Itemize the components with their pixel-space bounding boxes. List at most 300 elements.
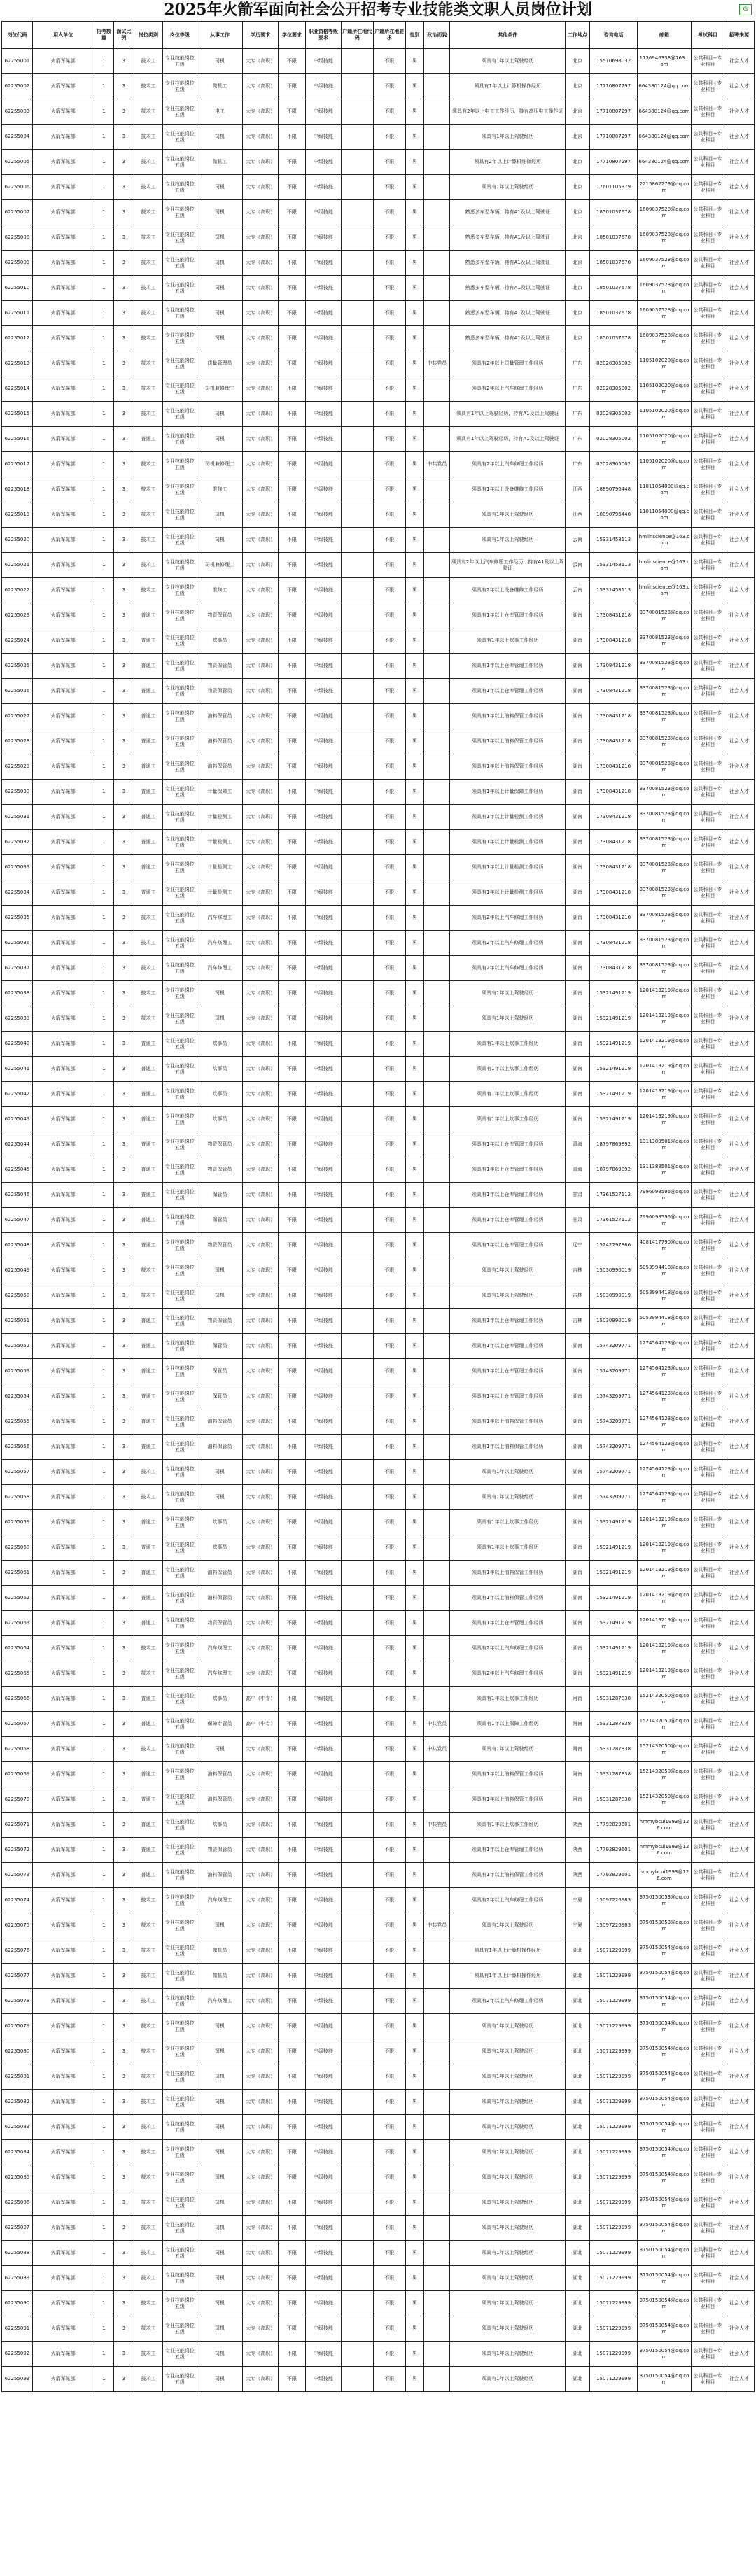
table-cell: 62255080 xyxy=(2,2039,33,2064)
table-cell xyxy=(424,251,450,276)
table-cell: 不限 xyxy=(373,2014,405,2039)
table-cell: 普通工 xyxy=(134,603,163,628)
table-cell: 不限 xyxy=(373,2367,405,2392)
table-cell: 须具有1年以上驾驶经历 xyxy=(450,1913,566,1938)
table-cell: 男 xyxy=(405,1233,424,1258)
table-cell: 公共科目+专业科目 xyxy=(691,2140,724,2165)
table-cell: 男 xyxy=(405,1334,424,1359)
table-cell: 北京 xyxy=(566,200,590,225)
table-cell xyxy=(341,830,373,855)
table-cell: 专业技能岗位五级 xyxy=(163,1586,197,1611)
table-cell: 大专（高职） xyxy=(243,1283,278,1309)
table-cell: 须具有1年以上炊事工作经历 xyxy=(450,1813,566,1838)
table-cell: 专业技能岗位五级 xyxy=(163,578,197,603)
table-cell: 3 xyxy=(114,931,134,956)
table-cell xyxy=(424,326,450,351)
table-cell: 1 xyxy=(94,477,114,502)
table-cell: 火箭军某部 xyxy=(32,326,94,351)
table-cell: 中级技能 xyxy=(306,427,341,452)
table-cell: 社会人才 xyxy=(724,1283,755,1309)
table-cell: 公共科目+专业科目 xyxy=(691,2190,724,2216)
table-cell: 公共科目+专业科目 xyxy=(691,1057,724,1082)
table-cell: 普通工 xyxy=(134,1510,163,1535)
table-cell: 须具有1年以上油料保管工作经历 xyxy=(450,704,566,729)
table-cell: 15097226983 xyxy=(590,1888,638,1913)
table-cell: 炊事员 xyxy=(197,1107,243,1132)
table-cell: 不限 xyxy=(278,99,305,125)
table-cell xyxy=(341,402,373,427)
table-cell: 火箭军某部 xyxy=(32,805,94,830)
table-cell: 不限 xyxy=(373,780,405,805)
table-cell: 不限 xyxy=(373,2190,405,2216)
table-cell: 司机 xyxy=(197,2241,243,2266)
table-cell xyxy=(424,1989,450,2014)
table-cell: 男 xyxy=(405,1208,424,1233)
table-cell: 北京 xyxy=(566,276,590,301)
table-cell: 男 xyxy=(405,2316,424,2342)
table-cell: 公共科目+专业科目 xyxy=(691,150,724,175)
table-cell: 社会人才 xyxy=(724,1561,755,1586)
table-cell: 须具有1年以上计量检测工作经历 xyxy=(450,830,566,855)
table-cell: 须具有1年以上驾驶经历 xyxy=(450,1283,566,1309)
table-cell: 15071229999 xyxy=(590,2014,638,2039)
table-cell xyxy=(424,1485,450,1510)
table-cell: 专业技能岗位五级 xyxy=(163,1661,197,1687)
table-cell: 甘肃 xyxy=(566,1208,590,1233)
table-cell: 司机兼修理工 xyxy=(197,376,243,402)
table-cell: 司机 xyxy=(197,2014,243,2039)
table-cell: 3 xyxy=(114,1737,134,1762)
table-cell: 大专（高职） xyxy=(243,1435,278,1460)
table-cell: 7996098596@qq.com xyxy=(638,1183,692,1208)
table-cell: 湖南 xyxy=(566,1409,590,1435)
table-row xyxy=(2,1082,755,1107)
table-cell: 5053994418@qq.com xyxy=(638,1283,692,1309)
table-cell: 须具有1年以上驾驶经历 xyxy=(450,981,566,1006)
table-cell: 中级技能 xyxy=(306,880,341,906)
table-cell: 大专（高职） xyxy=(243,477,278,502)
table-cell: 中级技能 xyxy=(306,2115,341,2140)
table-cell: 1 xyxy=(94,805,114,830)
table-cell: 3 xyxy=(114,2165,134,2190)
table-cell: 专业技能岗位五级 xyxy=(163,477,197,502)
table-cell xyxy=(424,729,450,754)
table-cell: 18890796448 xyxy=(590,502,638,528)
table-cell: 专业技能岗位五级 xyxy=(163,1057,197,1082)
table-cell: 公共科目+专业科目 xyxy=(691,2115,724,2140)
table-cell: 技术工 xyxy=(134,2014,163,2039)
table-cell: 普通工 xyxy=(134,729,163,754)
table-cell xyxy=(341,1813,373,1838)
table-cell: 中级技能 xyxy=(306,1938,341,1964)
column-header: 学历要求 xyxy=(243,22,278,49)
table-cell xyxy=(341,553,373,578)
table-cell xyxy=(424,1611,450,1636)
table-cell: 技术工 xyxy=(134,251,163,276)
table-cell: 物资保管员 xyxy=(197,603,243,628)
table-cell: 3370081523@qq.com xyxy=(638,830,692,855)
table-cell: 须具有1年以上驾驶经历 xyxy=(450,2014,566,2039)
table-cell: 中级技能 xyxy=(306,477,341,502)
table-cell: 湖南 xyxy=(566,603,590,628)
table-cell: 3 xyxy=(114,1964,134,1989)
table-cell: 火箭军某部 xyxy=(32,1863,94,1888)
table-cell: 社会人才 xyxy=(724,1157,755,1183)
table-cell: 2215862279@qq.com xyxy=(638,175,692,200)
table-cell xyxy=(341,1157,373,1183)
table-cell: 火箭军某部 xyxy=(32,1132,94,1157)
table-cell: 3370081523@qq.com xyxy=(638,729,692,754)
table-cell: 15510698032 xyxy=(590,49,638,74)
table-cell: 男 xyxy=(405,855,424,880)
table-cell: 公共科目+专业科目 xyxy=(691,1661,724,1687)
table-cell: 须具有1年以上仓库管理工作经历 xyxy=(450,1611,566,1636)
table-cell: 须具有1年以上驾驶经历 xyxy=(450,2140,566,2165)
table-cell: 中级技能 xyxy=(306,301,341,326)
table-cell: 专业技能岗位五级 xyxy=(163,1157,197,1183)
table-cell: 汽车修理工 xyxy=(197,1636,243,1661)
table-cell: 普通工 xyxy=(134,1687,163,1712)
table-cell: 不限 xyxy=(278,74,305,99)
table-cell xyxy=(341,528,373,553)
table-row xyxy=(2,528,755,553)
table-cell: 男 xyxy=(405,1989,424,2014)
table-cell xyxy=(341,2140,373,2165)
table-cell: 火箭军某部 xyxy=(32,1082,94,1107)
table-cell: 湖北 xyxy=(566,2064,590,2090)
table-cell: 不限 xyxy=(373,1107,405,1132)
table-cell: 3750150054@qq.com xyxy=(638,2367,692,2392)
table-cell: 1 xyxy=(94,1863,114,1888)
table-cell: 男 xyxy=(405,477,424,502)
table-cell xyxy=(424,981,450,1006)
table-cell: 公共科目+专业科目 xyxy=(691,1485,724,1510)
table-cell xyxy=(424,1535,450,1561)
table-cell: 不限 xyxy=(278,1233,305,1258)
table-cell: 技术工 xyxy=(134,2140,163,2165)
table-cell: 河南 xyxy=(566,1737,590,1762)
table-cell: 不限 xyxy=(278,1535,305,1561)
table-cell: 火箭军某部 xyxy=(32,1813,94,1838)
table-cell: 专业技能岗位五级 xyxy=(163,326,197,351)
table-cell xyxy=(424,1233,450,1258)
table-cell: hmmybcui1993@126.com xyxy=(638,1863,692,1888)
table-cell: 专业技能岗位五级 xyxy=(163,1460,197,1485)
table-cell: 不限 xyxy=(373,2064,405,2090)
table-cell: 62255037 xyxy=(2,956,33,981)
column-header: 政治面貌 xyxy=(424,22,450,49)
table-cell: 1 xyxy=(94,74,114,99)
table-cell: 15331458113 xyxy=(590,578,638,603)
table-cell: 社会人才 xyxy=(724,855,755,880)
table-cell: 男 xyxy=(405,2115,424,2140)
table-cell xyxy=(341,99,373,125)
table-cell: 3 xyxy=(114,351,134,376)
table-cell: 火箭军某部 xyxy=(32,1107,94,1132)
table-cell: 须具有1年以上计量检测工作经历 xyxy=(450,855,566,880)
table-cell: 3 xyxy=(114,578,134,603)
table-cell: 男 xyxy=(405,74,424,99)
table-cell: 1 xyxy=(94,1082,114,1107)
table-cell: 11011054000@qq.com xyxy=(638,477,692,502)
table-cell: 大专（高职） xyxy=(243,1813,278,1838)
table-cell: 62255043 xyxy=(2,1107,33,1132)
table-cell: 司机 xyxy=(197,2039,243,2064)
table-cell: 15071229999 xyxy=(590,2266,638,2291)
table-cell: 不限 xyxy=(278,376,305,402)
table-cell: 须具有2年以上设备维修工作经历 xyxy=(450,578,566,603)
table-cell: 专业技能岗位五级 xyxy=(163,1359,197,1384)
table-cell: 须具有1年以上计算机操作经历 xyxy=(450,1938,566,1964)
table-cell: 1 xyxy=(94,251,114,276)
table-cell: 吉林 xyxy=(566,1258,590,1283)
table-cell: 司机 xyxy=(197,175,243,200)
table-cell: 17308431218 xyxy=(590,679,638,704)
table-cell: 男 xyxy=(405,1611,424,1636)
table-cell: 中级技能 xyxy=(306,1813,341,1838)
table-cell: 3 xyxy=(114,1132,134,1157)
table-cell: 北京 xyxy=(566,125,590,150)
table-cell: 不限 xyxy=(278,1561,305,1586)
table-cell: 须具有1年以上仓库管理工作经历 xyxy=(450,1384,566,1409)
table-cell: 中级技能 xyxy=(306,1989,341,2014)
table-cell: 1105102020@qq.com xyxy=(638,427,692,452)
table-cell: 1609037528@qq.com xyxy=(638,225,692,251)
table-cell xyxy=(424,150,450,175)
table-cell: 技术工 xyxy=(134,1485,163,1510)
table-cell: 不限 xyxy=(278,1032,305,1057)
table-cell: 男 xyxy=(405,553,424,578)
table-cell: 1 xyxy=(94,628,114,654)
table-cell: 专业技能岗位五级 xyxy=(163,427,197,452)
table-cell: 不限 xyxy=(278,2064,305,2090)
table-cell: 须具有1年以上驾驶经历 xyxy=(450,1460,566,1485)
table-cell: 熟悉多车型车辆，持有A1及以上驾驶证 xyxy=(450,276,566,301)
table-cell: 中级技能 xyxy=(306,1762,341,1787)
table-cell: 3750150054@qq.com xyxy=(638,1938,692,1964)
table-cell: 社会人才 xyxy=(724,1485,755,1510)
table-cell: 专业技能岗位五级 xyxy=(163,2241,197,2266)
table-cell: 62255015 xyxy=(2,402,33,427)
table-cell: 社会人才 xyxy=(724,1057,755,1082)
table-cell: 不限 xyxy=(373,99,405,125)
table-cell: 男 xyxy=(405,125,424,150)
table-cell xyxy=(424,2165,450,2190)
table-cell: 专业技能岗位五级 xyxy=(163,981,197,1006)
table-cell: 炊事员 xyxy=(197,1032,243,1057)
table-cell: 3370081523@qq.com xyxy=(638,628,692,654)
table-cell: 3 xyxy=(114,1208,134,1233)
table-cell: 不限 xyxy=(373,2266,405,2291)
table-cell: 1274564123@qq.com xyxy=(638,1384,692,1409)
table-cell: 17792829601 xyxy=(590,1838,638,1863)
table-cell: 中级技能 xyxy=(306,251,341,276)
table-cell xyxy=(424,2140,450,2165)
table-cell: 社会人才 xyxy=(724,2216,755,2241)
table-cell: 不限 xyxy=(278,502,305,528)
table-cell: 社会人才 xyxy=(724,402,755,427)
table-cell: 男 xyxy=(405,1510,424,1535)
table-cell: 火箭军某部 xyxy=(32,2241,94,2266)
table-cell: 62255078 xyxy=(2,1989,33,2014)
table-cell: 普通工 xyxy=(134,628,163,654)
table-cell: 62255012 xyxy=(2,326,33,351)
table-cell: 3 xyxy=(114,1309,134,1334)
table-cell: 须具有1年以上驾驶经历 xyxy=(450,2115,566,2140)
table-cell: 公共科目+专业科目 xyxy=(691,1258,724,1283)
table-cell: 火箭军某部 xyxy=(32,906,94,931)
table-cell: 17308431218 xyxy=(590,956,638,981)
table-cell: 技术工 xyxy=(134,2064,163,2090)
table-cell: 司机 xyxy=(197,2190,243,2216)
table-cell: 技术工 xyxy=(134,2165,163,2190)
table-cell: 普通工 xyxy=(134,1838,163,1863)
table-cell: 中共党员 xyxy=(424,1913,450,1938)
table-cell: 不限 xyxy=(278,553,305,578)
table-cell: 须具有1年以上驾驶经历 xyxy=(450,1258,566,1283)
table-cell: 火箭军某部 xyxy=(32,1964,94,1989)
table-cell: 大专（高职） xyxy=(243,502,278,528)
table-cell xyxy=(341,301,373,326)
table-cell: 3 xyxy=(114,125,134,150)
table-cell: 技术工 xyxy=(134,74,163,99)
table-cell: 火箭军某部 xyxy=(32,1435,94,1460)
table-cell: 15097226983 xyxy=(590,1913,638,1938)
table-cell: 社会人才 xyxy=(724,251,755,276)
table-cell: 62255021 xyxy=(2,553,33,578)
table-cell: 火箭军某部 xyxy=(32,74,94,99)
table-cell: 普通工 xyxy=(134,427,163,452)
table-cell: 不限 xyxy=(373,2115,405,2140)
table-cell: 1 xyxy=(94,1712,114,1737)
table-cell: 不限 xyxy=(278,1636,305,1661)
table-row xyxy=(2,1762,755,1787)
table-cell: 大专（高职） xyxy=(243,2342,278,2367)
table-cell: 须具有1年以上驾驶经历 xyxy=(450,125,566,150)
table-row xyxy=(2,679,755,704)
table-cell xyxy=(341,1712,373,1737)
table-cell: 技术工 xyxy=(134,276,163,301)
table-cell: 司机 xyxy=(197,2367,243,2392)
table-row xyxy=(2,1283,755,1309)
table-cell: 湖南 xyxy=(566,628,590,654)
table-cell: 社会人才 xyxy=(724,956,755,981)
table-cell: 3 xyxy=(114,2039,134,2064)
table-cell: 男 xyxy=(405,2190,424,2216)
table-cell: 3 xyxy=(114,2014,134,2039)
table-cell xyxy=(341,578,373,603)
table-cell: 62255025 xyxy=(2,654,33,679)
table-cell: 专业技能岗位五级 xyxy=(163,1762,197,1787)
table-row xyxy=(2,729,755,754)
table-row xyxy=(2,1057,755,1082)
table-cell: 1 xyxy=(94,2115,114,2140)
table-row xyxy=(2,1157,755,1183)
table-cell xyxy=(341,1032,373,1057)
table-cell: 物资保管员 xyxy=(197,1132,243,1157)
table-cell: 大专（高职） xyxy=(243,1535,278,1561)
table-cell: 专业技能岗位五级 xyxy=(163,1435,197,1460)
table-cell: 3370081523@qq.com xyxy=(638,679,692,704)
table-cell: 火箭军某部 xyxy=(32,1032,94,1057)
table-cell xyxy=(424,301,450,326)
table-cell: 汽车修理工 xyxy=(197,1888,243,1913)
table-cell: 技术工 xyxy=(134,1913,163,1938)
table-cell xyxy=(424,880,450,906)
table-cell xyxy=(341,906,373,931)
table-cell: 15331458113 xyxy=(590,528,638,553)
table-cell: 湖南 xyxy=(566,1032,590,1057)
table-cell: 湖南 xyxy=(566,1006,590,1032)
table-cell xyxy=(424,1964,450,1989)
table-cell: 社会人才 xyxy=(724,1107,755,1132)
table-cell: 不限 xyxy=(278,1510,305,1535)
table-cell: 须具有1年以上计算机操作经历 xyxy=(450,74,566,99)
table-cell: 62255049 xyxy=(2,1258,33,1283)
table-cell: 社会人才 xyxy=(724,1460,755,1485)
table-cell: 3750150054@qq.com xyxy=(638,2090,692,2115)
table-cell: 15071229999 xyxy=(590,2342,638,2367)
table-cell: 不限 xyxy=(278,251,305,276)
table-cell: 北京 xyxy=(566,49,590,74)
table-cell: 3 xyxy=(114,150,134,175)
table-cell: 62255029 xyxy=(2,754,33,780)
table-cell: 火箭军某部 xyxy=(32,1938,94,1964)
table-cell: 社会人才 xyxy=(724,1636,755,1661)
table-cell: 炊事员 xyxy=(197,1535,243,1561)
table-cell: 男 xyxy=(405,729,424,754)
table-cell: 社会人才 xyxy=(724,200,755,225)
table-cell: 中级技能 xyxy=(306,2014,341,2039)
table-cell: 公共科目+专业科目 xyxy=(691,1712,724,1737)
table-cell: 62255070 xyxy=(2,1787,33,1813)
table-cell: 1 xyxy=(94,1359,114,1384)
table-cell: 中级技能 xyxy=(306,1712,341,1737)
table-cell: 普通工 xyxy=(134,1359,163,1384)
table-cell: 火箭军某部 xyxy=(32,125,94,150)
table-cell: 火箭军某部 xyxy=(32,1334,94,1359)
table-cell: 17308431218 xyxy=(590,931,638,956)
table-cell: 不限 xyxy=(278,2190,305,2216)
table-cell xyxy=(424,2190,450,2216)
table-cell: 不限 xyxy=(278,301,305,326)
table-cell: 大专（高职） xyxy=(243,2115,278,2140)
table-cell: 不限 xyxy=(373,2316,405,2342)
table-cell: 火箭军某部 xyxy=(32,1409,94,1435)
table-cell: 火箭军某部 xyxy=(32,2115,94,2140)
table-cell: 火箭军某部 xyxy=(32,830,94,855)
table-cell: 男 xyxy=(405,1838,424,1863)
table-cell: 须具有2年以上质量管理工作经历 xyxy=(450,351,566,376)
table-cell: 男 xyxy=(405,1787,424,1813)
table-cell xyxy=(424,1687,450,1712)
table-cell: 须具有1年以上油料保管工作经历 xyxy=(450,1787,566,1813)
table-cell: 15071229999 xyxy=(590,1964,638,1989)
table-cell: 质量管理员 xyxy=(197,351,243,376)
table-cell: 3 xyxy=(114,2216,134,2241)
table-cell: 3 xyxy=(114,99,134,125)
table-cell: 广东 xyxy=(566,452,590,477)
table-cell: 3 xyxy=(114,855,134,880)
table-row xyxy=(2,2266,755,2291)
table-cell: 中级技能 xyxy=(306,1913,341,1938)
table-cell: 公共科目+专业科目 xyxy=(691,1283,724,1309)
table-row xyxy=(2,1938,755,1964)
table-cell xyxy=(424,679,450,704)
table-cell: 火箭军某部 xyxy=(32,1712,94,1737)
table-cell: 大专（高职） xyxy=(243,1384,278,1409)
table-cell: 3 xyxy=(114,981,134,1006)
